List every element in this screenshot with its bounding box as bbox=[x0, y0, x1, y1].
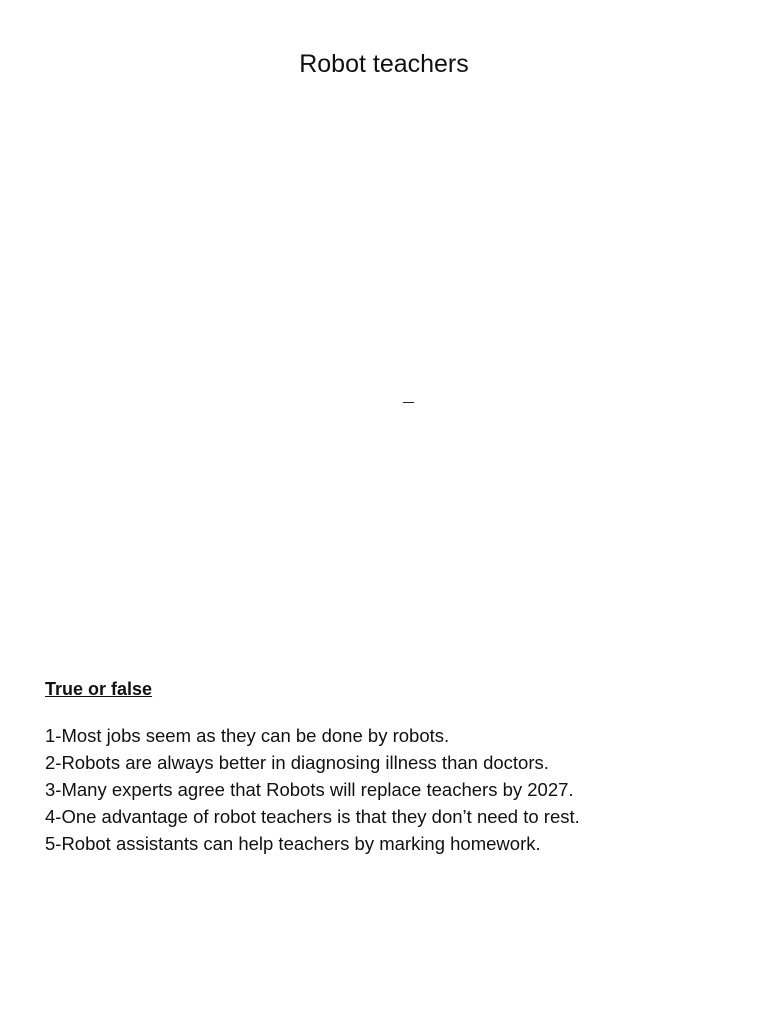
statement-item-1: 1-Most jobs seem as they can be done by robots. bbox=[45, 725, 450, 746]
stray-underscore-mark bbox=[403, 402, 414, 403]
section-heading-true-or-false: True or false bbox=[45, 679, 153, 699]
statement-list bbox=[45, 722, 745, 857]
statement-item-4: 4-One advantage of robot teachers is that they don’t need to rest. bbox=[45, 806, 580, 827]
statement-item-3: 3-Many experts agree that Robots will replace teachers by 2027. bbox=[45, 779, 574, 800]
statement-item-5: 5-Robot assistants can help teachers by marking homework. bbox=[45, 833, 541, 854]
statement-item-2: 2-Robots are always better in diagnosing illness than doctors. bbox=[45, 752, 549, 773]
page-title: Robot teachers bbox=[299, 50, 469, 78]
